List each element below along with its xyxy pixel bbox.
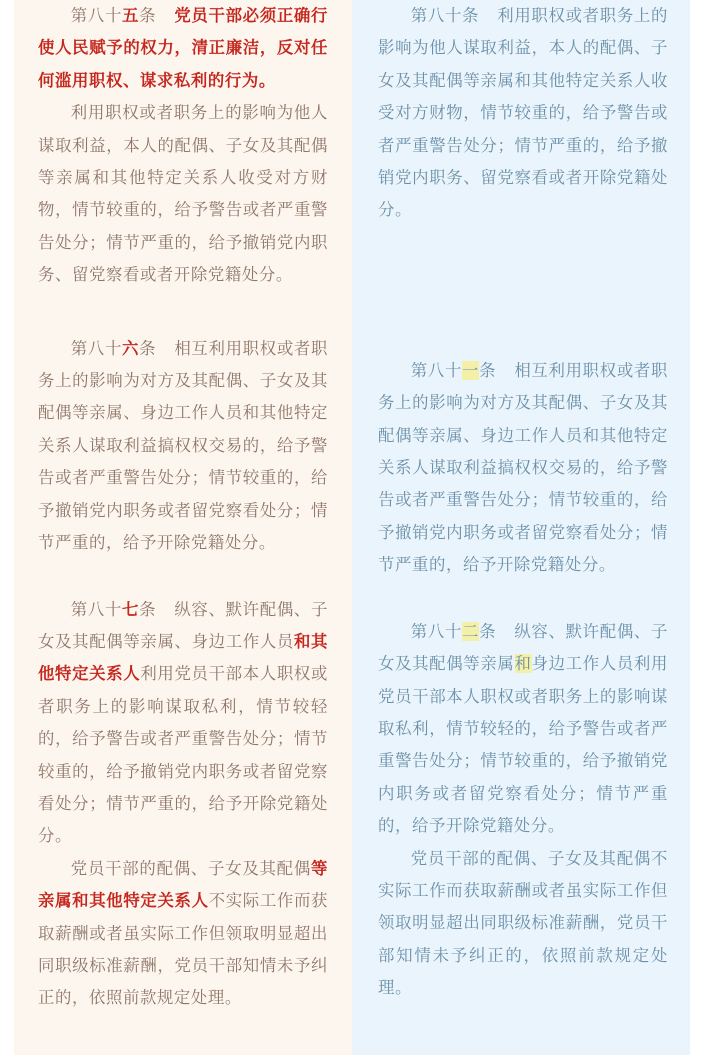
article-87-body-part-2: 利用党员干部本人职权或者职务上的影响谋取私利，情节较轻的，给予警告或者严重警告处分；情节较重的，给予撤销党内职务或者留党察看处分；情节严重的，给予开除党籍处分。 (38, 664, 328, 846)
article-82-number-prefix: 第八十 (410, 621, 463, 641)
article-87 (38, 594, 328, 1015)
article-87-number-changed: 七 (122, 599, 140, 619)
article-81-number-suffix: 条 (479, 360, 497, 380)
article-87-added-phrase: 和其他特定关系人 (38, 631, 329, 684)
article-81-paragraph (378, 355, 668, 582)
article-85 (38, 0, 328, 292)
article-87-p2-added-phrase: 等亲属和其他特定关系人 (38, 858, 328, 911)
article-86 (38, 333, 328, 560)
article-82-paragraph-2: 党员干部的配偶、子女及其配偶不实际工作而获取薪酬或者虽实际工作但领取明显超出同职级标准薪酬，党员干部知情未予纠正的，依照前款规定处理。 (378, 848, 668, 998)
article-80 (378, 0, 668, 227)
article-87-paragraph-1 (38, 594, 328, 853)
article-81-number-prefix: 第八十 (410, 360, 463, 380)
article-85-body: 利用职权或者职务上的影响为他人谋取利益，本人的配偶、子女及其配偶等亲属和其他特定关系人收受对方财物，情节较重的，给予警告或者严重警告处分；情节严重的，给予撤销党内职务、留党察看或者开除党籍处分。 (38, 103, 328, 285)
article-82-changed-word: 和 (514, 654, 532, 674)
article-86-paragraph (38, 333, 328, 560)
article-82-body-part-1: 纵容、默许配偶、子女及其配偶等亲属 (378, 621, 668, 674)
article-85-heading-paragraph (38, 0, 328, 97)
article-85-added-title: 党员干部必须正确行使人民赋予的权力，清正廉洁，反对任何滥用职权、谋求私利的行为。 (38, 6, 328, 90)
article-87-p2-part-2: 不实际工作而获取薪酬或者虽实际工作但领取明显超出同职级标准薪酬，党员干部知情未予纠正的，依照前款规定处理。 (38, 891, 329, 1008)
article-82-paragraph-1 (378, 616, 668, 843)
new-version-column (14, 0, 352, 1055)
article-87-p2-part-1: 党员干部的配偶、子女及其配偶 (70, 858, 311, 878)
article-86-number-prefix: 第八十 (70, 338, 123, 358)
article-81-number-changed: 一 (462, 360, 480, 380)
article-82-number-changed: 二 (462, 621, 480, 641)
article-80-paragraph (378, 0, 668, 227)
article-85-number-prefix: 第八十 (70, 6, 123, 25)
article-85-number-changed: 五 (122, 6, 140, 25)
article-86-number-changed: 六 (122, 338, 140, 358)
old-version-column (352, 0, 690, 1055)
article-81-body: 相互利用职权或者职务上的影响为对方及其配偶、子女及其配偶等亲属、身边工作人员和其他特定关系人谋取利益搞权权交易的，给予警告或者严重警告处分；情节较重的，给予撤销党内职务或者留党察看处分；情节严重的，给予开除党籍处分。 (378, 360, 668, 575)
article-80-body: 利用职权或者职务上的影响为他人谋取利益，本人的配偶、子女及其配偶等亲属和其他特定关系人收受对方财物，情节较重的，给予警告或者严重警告处分；情节严重的，给予撤销党内职务、留党察看或者开除党籍处分。 (378, 6, 668, 220)
article-80-number: 第八十条 (410, 6, 480, 25)
article-82 (378, 616, 668, 1005)
article-87-number-suffix: 条 (139, 599, 157, 619)
article-87-paragraph-2 (38, 853, 328, 1015)
article-81 (378, 355, 668, 582)
article-86-number-suffix: 条 (139, 338, 157, 358)
article-82-number-suffix: 条 (479, 621, 497, 641)
article-87-number-prefix: 第八十 (70, 599, 123, 619)
article-86-body: 相互利用职权或者职务上的影响为对方及其配偶、子女及其配偶等亲属、身边工作人员和其他特定关系人谋取利益搞权权交易的，给予警告或者严重警告处分；情节较重的，给予撤销党内职务或者留党察看处分；情节严重的，给予开除党籍处分。 (38, 338, 328, 553)
article-87-body-part-1: 纵容、默许配偶、子女及其配偶等亲属、身边工作人员 (38, 599, 328, 651)
article-82-body-part-2: 身边工作人员利用党员干部本人职权或者职务上的影响谋取私利，情节较轻的，给予警告或者严重警告处分；情节较重的，给予撤销党内职务或者留党察看处分；情节严重的，给予开除党籍处分。 (378, 654, 668, 836)
article-85-number-suffix: 条 (139, 6, 157, 25)
